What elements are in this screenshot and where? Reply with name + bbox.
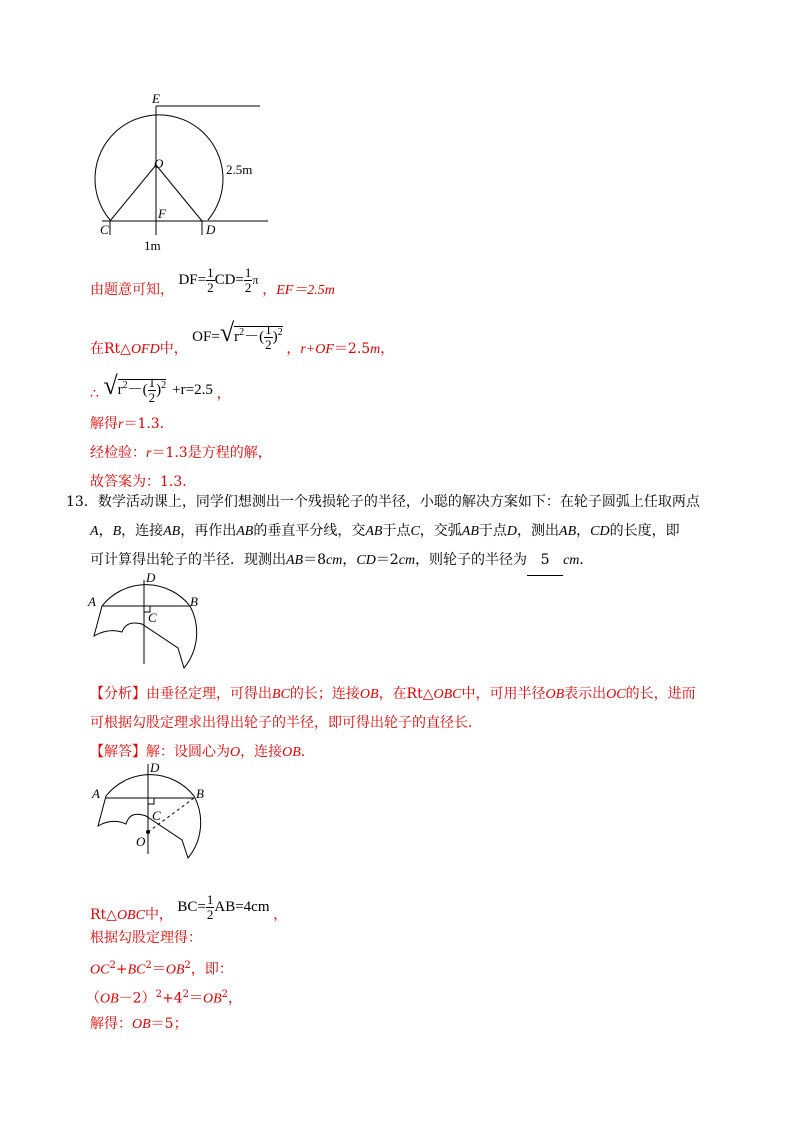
- text: AB=4cm: [214, 898, 270, 915]
- radius-oc: [110, 165, 156, 221]
- text: ，连接: [240, 744, 283, 760]
- analysis-tag: 【分析】: [90, 686, 146, 702]
- text: 根据勾股定理得：: [90, 930, 202, 946]
- text: 中，: [159, 341, 188, 357]
- text: 故答案为：1.3．: [90, 474, 197, 490]
- fraction: [264, 323, 273, 352]
- text: 2: [122, 380, 128, 391]
- label-c: C: [148, 610, 157, 625]
- numerator: 1: [207, 265, 214, 280]
- text: ＝8: [303, 552, 327, 568]
- sol1-line3: [90, 371, 231, 409]
- text: r: [146, 446, 152, 461]
- text: OB: [165, 962, 185, 978]
- text: BC: [127, 962, 146, 978]
- text: CD: [356, 553, 376, 568]
- text: 由垂径定理，可得出: [146, 686, 272, 702]
- text: ): [156, 382, 162, 398]
- formula-equation: [103, 371, 216, 406]
- answer-tag: 【解答】: [90, 744, 146, 760]
- text: ，: [286, 341, 301, 357]
- text: CD: [590, 524, 610, 539]
- text: +4: [161, 990, 183, 1007]
- denominator: 2: [244, 280, 252, 295]
- text: m: [370, 342, 381, 357]
- text: OC: [606, 687, 626, 702]
- label-o: O: [154, 156, 164, 171]
- text: ＝1.3是方程的解，: [151, 445, 272, 461]
- text: ＝2.5: [333, 341, 371, 357]
- label-c: C: [100, 222, 109, 237]
- text: ，即：: [190, 961, 233, 978]
- text: ＝2: [375, 552, 399, 568]
- text: AB: [163, 524, 181, 539]
- text: AB: [559, 524, 577, 539]
- text: OB: [282, 745, 301, 760]
- text: ∴: [90, 386, 99, 402]
- text: 于点: [478, 523, 507, 539]
- text: －2）: [118, 990, 156, 1007]
- numerator: 1: [244, 265, 252, 280]
- text: 2: [182, 989, 189, 1000]
- text: ＝1.3．: [123, 416, 174, 432]
- text: ): [272, 329, 278, 345]
- text: 的长；连接: [289, 686, 360, 702]
- sqrt-sign: √: [219, 318, 235, 347]
- text: +r=2.5: [172, 382, 213, 398]
- text: OB: [545, 687, 565, 702]
- text: A: [90, 524, 99, 539]
- question-number: 13．: [66, 494, 98, 510]
- text: －(: [127, 382, 148, 398]
- sqrt-body: [234, 322, 283, 353]
- text: ，在Rt△: [378, 686, 434, 702]
- label-f: F: [158, 206, 166, 221]
- label-e: E: [152, 91, 160, 106]
- text: ＝2.5m: [293, 282, 335, 298]
- text: 数学活动课上，同学们想测出一个残损轮子的半径，小聪的解决方案如下：在轮子圆弧上任取两点: [97, 494, 700, 510]
- text: 2: [184, 960, 191, 971]
- text: ，: [576, 523, 591, 539]
- sol2-line1: [90, 892, 288, 930]
- denominator: 2: [265, 337, 272, 353]
- figure-wheel-with-center: [90, 758, 220, 868]
- label-b: B: [196, 786, 204, 801]
- fraction: [206, 266, 215, 295]
- sol1-line1: [90, 265, 335, 305]
- text: cm: [398, 553, 416, 568]
- text: OB: [202, 991, 222, 1007]
- text: AB: [236, 524, 254, 539]
- label-a: A: [88, 594, 96, 609]
- text: 中，: [144, 906, 173, 923]
- text: OC: [90, 962, 110, 978]
- text: OBC: [433, 687, 462, 702]
- text: 2: [155, 989, 162, 1000]
- label-height: 2.5m: [226, 162, 253, 177]
- text: 2: [277, 327, 283, 338]
- text: r: [117, 382, 123, 398]
- text: 在Rt△: [90, 341, 131, 357]
- text: 解得：: [90, 1016, 132, 1032]
- text: ＝5；: [150, 1016, 188, 1032]
- text: OB: [359, 687, 379, 702]
- text: 表示出: [564, 686, 607, 702]
- sqrt-sign: √: [103, 371, 118, 400]
- figure-broken-wheel: [86, 568, 216, 678]
- denominator: 2: [206, 907, 214, 922]
- text: 可根据勾股定理求出得出轮子的半径，即可得出轮子的直径长．: [90, 715, 482, 731]
- text: D: [506, 524, 518, 539]
- text: 2: [239, 327, 245, 338]
- text: 解得: [90, 416, 118, 432]
- text: 中，可用半径: [461, 686, 546, 702]
- text: ，测出: [517, 523, 560, 539]
- denominator: 2: [148, 390, 156, 406]
- text: 经检验：: [90, 445, 146, 461]
- text: 由题意可知，: [90, 281, 174, 298]
- text: 2: [145, 960, 152, 971]
- text: 的长度，即: [609, 523, 680, 539]
- text: （: [86, 990, 100, 1007]
- text: r+OF: [300, 342, 334, 357]
- text: C: [410, 524, 420, 539]
- text: OFD: [130, 342, 160, 357]
- text: CD=: [214, 271, 244, 288]
- right-angle-mark: [148, 798, 154, 804]
- label-b: B: [190, 594, 198, 609]
- sol2-line4: [86, 985, 242, 1010]
- text: r: [118, 417, 124, 432]
- numerator: 1: [148, 375, 156, 391]
- q13-line2: [66, 517, 746, 546]
- text: ．: [300, 744, 315, 760]
- label-d: D: [150, 760, 160, 775]
- analysis-line1: [90, 680, 770, 709]
- numerator: 1: [265, 322, 272, 338]
- formula-df: [178, 265, 262, 295]
- text: ．: [579, 552, 594, 568]
- text: ，: [342, 552, 357, 568]
- label-d: D: [206, 222, 216, 237]
- text: EF: [276, 282, 294, 298]
- text: B: [112, 524, 122, 539]
- analysis-line2: [90, 709, 770, 738]
- text: r: [234, 329, 240, 345]
- text: ＝: [151, 961, 166, 978]
- text: ，: [273, 906, 288, 923]
- text: DF=: [178, 271, 207, 288]
- formula-of: [192, 318, 286, 353]
- text: cm: [563, 553, 580, 568]
- text: Rt△: [90, 906, 117, 923]
- numerator: 1: [206, 892, 214, 907]
- text: ，则轮子的半径为: [415, 552, 528, 568]
- sol2-line2: [90, 928, 202, 948]
- text: ＝: [188, 990, 203, 1007]
- answer-blank: 5: [527, 546, 563, 576]
- text: cm: [326, 553, 343, 568]
- text: BC: [272, 687, 290, 702]
- text: ，: [380, 341, 395, 357]
- text: +: [115, 961, 128, 978]
- label-width: 1m: [144, 238, 161, 253]
- text: ，交弧: [419, 523, 462, 539]
- figure-wheel-measurement: [80, 90, 280, 260]
- text: AB: [365, 524, 383, 539]
- text: OB: [100, 991, 119, 1007]
- q13-line1: [66, 488, 746, 517]
- text: O: [230, 745, 241, 760]
- center-point-o: [146, 830, 150, 834]
- text: OBC: [116, 907, 145, 923]
- text: 解：设圆心为: [146, 744, 230, 760]
- fraction: [148, 376, 157, 405]
- text: BC=: [177, 898, 206, 915]
- text: AB: [286, 553, 304, 568]
- text: AB: [461, 524, 479, 539]
- text: ，连接: [121, 523, 164, 539]
- text: ，再作出: [180, 523, 237, 539]
- wheel-outline: [98, 775, 201, 858]
- text: 2: [221, 989, 229, 1000]
- label-o: O: [136, 834, 146, 849]
- sol1-line5: [90, 443, 272, 464]
- label-c: C: [152, 808, 161, 823]
- sol2-line5: [90, 1014, 188, 1035]
- text: ，: [216, 386, 231, 402]
- text: π: [252, 272, 259, 287]
- label-d: D: [146, 570, 156, 585]
- text: 可计算得出轮子的半径．现测出: [90, 552, 286, 568]
- label-a: A: [92, 786, 100, 801]
- question-13: [66, 488, 746, 576]
- text: －(: [244, 329, 265, 345]
- text: 的垂直平分线，交: [253, 523, 366, 539]
- sqrt-body: [117, 375, 167, 406]
- text: 的长，进而: [625, 686, 696, 702]
- formula-bc: [177, 892, 273, 922]
- text: 于点: [382, 523, 411, 539]
- denominator: 2: [207, 280, 214, 295]
- text: OF=: [192, 329, 220, 345]
- text: ，: [98, 523, 113, 539]
- sol1-line2: [90, 318, 395, 364]
- analysis-block: [90, 680, 770, 767]
- text: 2: [109, 960, 116, 971]
- text: ，: [228, 990, 243, 1007]
- text: OB: [132, 1017, 151, 1032]
- wheel-outline: [94, 585, 197, 668]
- text: ，: [262, 281, 277, 298]
- text: 2: [161, 380, 167, 391]
- sol2-line3: [90, 956, 233, 981]
- sol1-line4: [90, 414, 174, 435]
